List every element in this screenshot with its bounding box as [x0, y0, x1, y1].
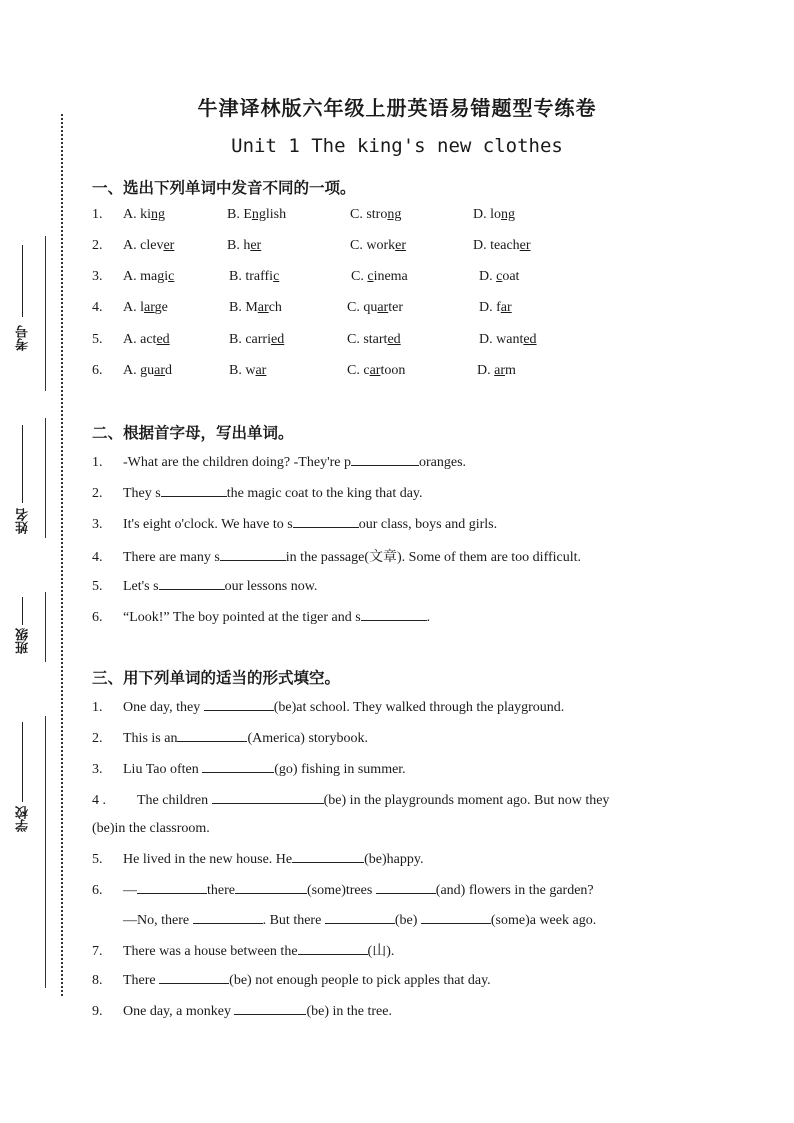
option-text: teach: [490, 238, 520, 253]
q-text: —No, there: [123, 913, 193, 928]
margin-rule: [45, 716, 46, 988]
q-text: the magic coat to the king that day.: [226, 486, 423, 501]
question-number: 3.: [92, 517, 103, 532]
underlined-sound: c: [496, 269, 503, 284]
s3-q9: [92, 1002, 392, 1020]
q-text: our lessons now.: [224, 579, 318, 594]
question-number: 3.: [92, 762, 103, 777]
s3-q1: [92, 698, 564, 716]
q-text: (some)a week ago.: [490, 913, 597, 928]
q-text: There was a house between the: [123, 944, 298, 959]
option-c[interactable]: [347, 300, 403, 316]
option-text: A.: [123, 363, 141, 378]
option-text: D.: [473, 238, 491, 253]
s3-q4-cont: (be)in the classroom.: [92, 821, 210, 836]
option-c[interactable]: [351, 269, 408, 285]
s3-q3: [92, 760, 406, 778]
q-text: This is an: [123, 731, 178, 746]
option-text: A.: [123, 238, 141, 253]
answer-blank[interactable]: [220, 548, 286, 561]
option-text: C.: [347, 300, 364, 315]
option-text: B.: [227, 207, 244, 222]
option-b[interactable]: [229, 332, 284, 348]
underlined-sound: ed: [156, 332, 170, 347]
section2-heading: 二、根据首字母，写出单词。: [92, 424, 294, 442]
option-b[interactable]: [229, 300, 282, 316]
option-text: act: [140, 332, 157, 347]
underlined-sound: ar: [494, 363, 506, 378]
school-label: 学校: [16, 806, 31, 832]
section3-heading: 三、用下列单词的适当的形式填空。: [92, 669, 341, 687]
option-text: c: [363, 363, 370, 378]
answer-blank[interactable]: [159, 971, 229, 984]
q-text: (be) in the tree.: [306, 1004, 392, 1019]
option-text: A.: [123, 269, 141, 284]
s3-q4: [92, 791, 609, 809]
answer-blank[interactable]: [234, 1002, 306, 1015]
q-text: (America) storybook.: [247, 731, 368, 746]
q-text: (and) flowers in the garden?: [435, 883, 594, 898]
s3-q5: [92, 850, 423, 868]
option-a[interactable]: [123, 207, 165, 223]
option-text: E: [243, 207, 252, 222]
option-text: D.: [479, 332, 497, 347]
margin-rule: [45, 236, 46, 391]
answer-blank[interactable]: [212, 791, 324, 804]
answer-blank[interactable]: [204, 698, 274, 711]
question-number: 3.: [92, 269, 103, 284]
question-number: 2.: [92, 486, 103, 501]
question-number: 5.: [92, 332, 103, 347]
question-number: 5.: [92, 579, 103, 594]
q-text: There: [123, 973, 160, 988]
option-b[interactable]: [229, 269, 279, 285]
option-b[interactable]: [229, 363, 266, 379]
underlined-sound: c: [367, 269, 374, 284]
underlined-sound: ar: [255, 363, 267, 378]
question-number: 2.: [92, 238, 103, 253]
option-text: D.: [473, 207, 491, 222]
answer-blank[interactable]: [293, 515, 359, 528]
underlined-sound: er: [250, 238, 262, 253]
q-text: -What are the children doing? -They're p: [123, 455, 351, 470]
question-number: 1.: [92, 700, 103, 715]
class-field[interactable]: [22, 597, 23, 625]
option-d[interactable]: [473, 238, 531, 254]
name-field[interactable]: [22, 425, 23, 503]
underlined-sound: ng: [151, 207, 166, 222]
s3-q8: [92, 971, 491, 989]
option-text: ch: [268, 300, 282, 315]
option-text: ge: [154, 300, 168, 315]
question-number: 6.: [92, 610, 103, 625]
answer-blank[interactable]: [325, 911, 395, 924]
answer-blank[interactable]: [159, 577, 225, 590]
q-text: They s: [123, 486, 161, 501]
option-text: M: [245, 300, 258, 315]
q-text: (be)at school. They walked through the playground.: [273, 700, 565, 715]
option-text: B.: [227, 238, 244, 253]
underlined-sound: ng: [501, 207, 516, 222]
option-text: inema: [373, 269, 408, 284]
s3-q6-line2: [123, 911, 596, 929]
q-text: Let's s: [123, 579, 159, 594]
underlined-sound: ar: [377, 300, 389, 315]
option-d[interactable]: [479, 269, 519, 285]
option-text: A.: [123, 207, 141, 222]
option-text: C.: [351, 269, 368, 284]
option-text: A.: [123, 300, 141, 315]
answer-blank[interactable]: [177, 729, 247, 742]
q-text: (some)trees: [306, 883, 376, 898]
q-text: He lived in the new house. He: [123, 852, 293, 867]
question-number: 8.: [92, 973, 103, 988]
underlined-sound: ar: [500, 300, 512, 315]
underlined-sound: ed: [523, 332, 537, 347]
underlined-sound: ed: [387, 332, 401, 347]
answer-blank[interactable]: [202, 760, 274, 773]
question-number: 1.: [92, 455, 103, 470]
option-text: C.: [350, 238, 367, 253]
question-number: 6.: [92, 363, 103, 378]
option-a[interactable]: [123, 363, 172, 379]
option-d[interactable]: [479, 300, 512, 316]
answer-blank[interactable]: [235, 881, 307, 894]
underlined-sound: ar: [257, 300, 269, 315]
q-text: There are many s: [123, 550, 220, 565]
answer-blank[interactable]: [421, 911, 491, 924]
answer-blank[interactable]: [361, 608, 427, 621]
question-number: 1.: [92, 207, 103, 222]
option-text: want: [496, 332, 524, 347]
s2-item: [92, 515, 497, 533]
option-c[interactable]: [347, 332, 401, 348]
name-label: 姓名: [16, 508, 31, 534]
question-number: 5.: [92, 852, 103, 867]
option-a[interactable]: [123, 300, 168, 316]
exam-no-field[interactable]: [22, 245, 23, 317]
binding-dotted-line: [61, 114, 63, 996]
underlined-sound: ar: [144, 300, 155, 315]
answer-blank[interactable]: [193, 911, 263, 924]
underlined-sound: er: [519, 238, 531, 253]
option-text: traffi: [245, 269, 274, 284]
s3-q6: [92, 881, 594, 899]
option-text: d: [165, 363, 173, 378]
section1-heading: 一、选出下列单词中发音不同的一项。: [92, 179, 356, 197]
q-text: in the passage(文章). Some of them are too difficult.: [285, 550, 582, 565]
underlined-sound: ed: [271, 332, 285, 347]
class-label: 班级: [16, 628, 31, 654]
option-text: lish: [265, 207, 287, 222]
option-text: A.: [123, 332, 141, 347]
s2-item: [92, 577, 317, 595]
option-text: C.: [347, 363, 364, 378]
school-field[interactable]: [22, 722, 23, 802]
option-text: C.: [347, 332, 364, 347]
option-text: B.: [229, 269, 246, 284]
option-text: C.: [350, 207, 367, 222]
q-text: there: [207, 883, 235, 898]
option-text: magi: [140, 269, 169, 284]
margin-rule: [45, 418, 46, 538]
option-text: start: [363, 332, 388, 347]
q-text: oranges.: [418, 455, 467, 470]
option-text: toon: [380, 363, 406, 378]
option-text: oat: [502, 269, 520, 284]
q-text: (be) in the playgrounds moment ago. But now they: [323, 793, 610, 808]
option-text: B.: [229, 300, 246, 315]
underlined-sound: ng: [251, 207, 266, 222]
q-text: (be) not enough people to pick apples that day.: [229, 973, 491, 988]
question-number: 7.: [92, 944, 103, 959]
answer-blank[interactable]: [376, 881, 436, 894]
question-number: 2.: [92, 731, 103, 746]
underlined-sound: ar: [154, 363, 166, 378]
answer-blank[interactable]: [351, 453, 419, 466]
option-a[interactable]: [123, 238, 174, 254]
q-text: (山).: [367, 944, 395, 959]
question-number: 4.: [92, 300, 103, 315]
answer-blank[interactable]: [298, 942, 368, 955]
option-text: gu: [140, 363, 155, 378]
option-text: D.: [477, 363, 495, 378]
option-text: B.: [229, 332, 246, 347]
option-text: B.: [229, 363, 246, 378]
s2-item: [92, 453, 466, 471]
option-b[interactable]: [227, 238, 261, 254]
margin-rule: [45, 592, 46, 662]
q-text: (be)happy.: [364, 852, 424, 867]
question-number: 4 .: [92, 793, 106, 808]
answer-blank[interactable]: [161, 484, 227, 497]
option-d[interactable]: [477, 363, 516, 379]
q-text: The children: [137, 793, 212, 808]
option-c[interactable]: [347, 363, 405, 379]
q-text: One day, a monkey: [123, 1004, 235, 1019]
option-text: ter: [388, 300, 403, 315]
s2-item: [92, 608, 430, 626]
s2-item: [92, 546, 581, 566]
option-text: D.: [479, 269, 497, 284]
q-text: It's eight o'clock. We have to s: [123, 517, 293, 532]
underlined-sound: c: [273, 269, 280, 284]
question-number: 4.: [92, 550, 103, 565]
answer-blank[interactable]: [292, 850, 364, 863]
page-title: 牛津译林版六年级上册英语易错题型专练卷: [197, 98, 597, 120]
underlined-sound: er: [163, 238, 175, 253]
question-number: 6.: [92, 883, 103, 898]
q-text: “Look!” The boy pointed at the tiger and s: [123, 610, 361, 625]
option-b[interactable]: [227, 207, 286, 223]
option-text: stro: [366, 207, 388, 222]
option-a[interactable]: [123, 269, 174, 285]
option-text: qu: [363, 300, 378, 315]
s2-item: [92, 484, 423, 502]
underlined-sound: ar: [369, 363, 381, 378]
underlined-sound: c: [168, 269, 175, 284]
q-text: (be): [394, 913, 421, 928]
option-text: w: [245, 363, 256, 378]
q-text: our class, boys and girls.: [358, 517, 498, 532]
option-text: m: [505, 363, 516, 378]
option-text: ki: [140, 207, 152, 222]
option-d[interactable]: [479, 332, 537, 348]
option-text: f: [496, 300, 501, 315]
option-text: l: [140, 300, 145, 315]
q-text: .: [426, 610, 431, 625]
option-text: D.: [479, 300, 497, 315]
option-a[interactable]: [123, 332, 170, 348]
s3-q7: [92, 940, 394, 960]
underlined-sound: er: [395, 238, 407, 253]
exam-no-label: 考号: [16, 325, 31, 351]
option-text: lo: [490, 207, 502, 222]
option-text: work: [366, 238, 396, 253]
q-text: . But there: [262, 913, 325, 928]
underlined-sound: ng: [387, 207, 402, 222]
q-text: One day, they: [123, 700, 204, 715]
option-c[interactable]: [350, 238, 406, 254]
option-d[interactable]: [473, 207, 515, 223]
q-text: —: [123, 883, 137, 898]
option-text: carri: [245, 332, 271, 347]
s3-q2: [92, 729, 368, 747]
q-text: Liu Tao often: [123, 762, 203, 777]
option-c[interactable]: [350, 207, 401, 223]
option-text: h: [243, 238, 251, 253]
option-text: clev: [140, 238, 164, 253]
q-text: (go) fishing in summer.: [274, 762, 406, 777]
answer-blank[interactable]: [137, 881, 207, 894]
question-number: 9.: [92, 1004, 103, 1019]
page-subtitle: Unit 1 The king's new clothes: [231, 135, 563, 157]
